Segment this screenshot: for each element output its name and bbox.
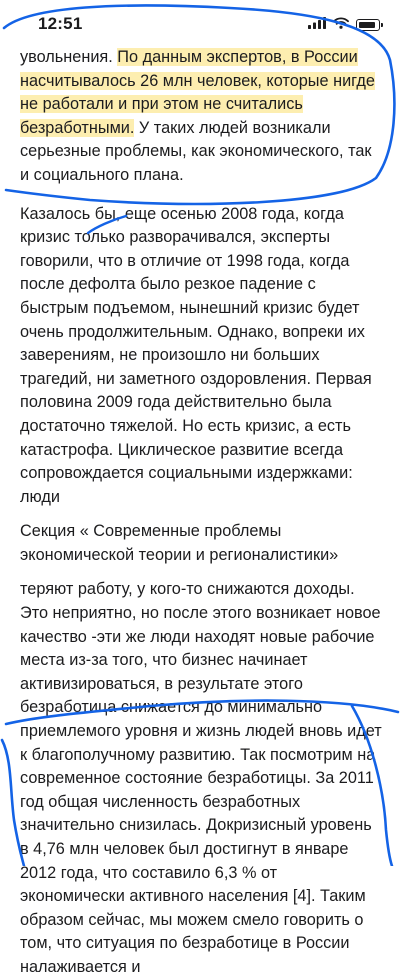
paragraph-unemployment-hidden: [20, 46, 382, 188]
paragraph-current-state: теряют работу, у кого-то снижаются доходы. Это неприятно, но после этого возникает новое качество -эти же люди находят новые рабочие места из-за того, что бизнес начинает активизироваться, в результате этого безработица снижается до минимально приемлемого уровня и жизнь людей вновь идет к благополучному развитию. Так посмотрим на современное состояние безработицы. За 2011 год общая численность безработных значительно снизилась. Докризисный уровень в 4,76 млн человек был достигнут в январе 2012 года, что составило 6,3 % от экономически активного населения [4]. Таким образом сейчас, мы можем смело говорить о том, что ситуация по безработице в России налаживается и: [20, 580, 382, 976]
paragraph-text: увольнения.: [20, 48, 118, 66]
paragraph-crisis: Казалось бы, еще осенью 2008 года, когда кризис только разворачивался, эксперты говорили, что в отличие от 1998 года, когда после дефолта было резкое падение с быстрым подъемом, нынешний кризис будет очень продолжительным. Однако, вопреки их заверениям, не произошло ни больших трагедий, ни заметного оздоровления. Первая половина 2009 года действительно была достаточно тяжелой. Но есть кризис, а есть катастрофа. Циклическое развитие всегда сопровождается социальными издержками: люди: [20, 204, 372, 506]
status-time: 12:51: [38, 14, 83, 33]
highlighted-text[interactable]: По данным экспертов, в России насчитывалось 26 млн человек, которые нигде не работали и при этом не считались безработными.: [20, 48, 375, 137]
status-icons: [308, 16, 380, 34]
article-body: [20, 46, 382, 980]
wifi-icon: [333, 16, 349, 34]
battery-icon: [356, 19, 380, 31]
paragraph-text: У таких людей возникали серьезные проблемы, как экономического, так и социального плана.: [20, 118, 372, 184]
section-heading: Секция « Современные проблемы экономической теории и регионалистики»: [20, 522, 339, 564]
signal-icon: [308, 16, 326, 34]
status-bar: [0, 0, 400, 46]
